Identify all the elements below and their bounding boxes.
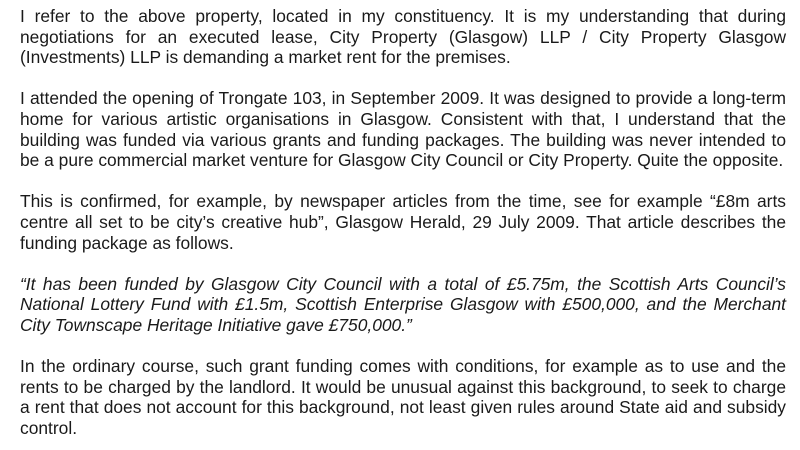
paragraph-grant-conditions: In the ordinary course, such grant funding comes with conditions, for example as to use and the rents to be charged by the landlord. It would be unusual against this background, to seek to charge a rent that does not account for this background, not least given rules around State aid and subsidy control. [20,356,786,438]
paragraph-newspaper-confirmation: This is confirmed, for example, by newspaper articles from the time, see for example “£8m arts centre all set to be city’s creative hub”, Glasgow Herald, 29 July 2009. That article describes the funding package as follows. [20,191,786,253]
paragraph-trongate-opening: I attended the opening of Trongate 103, in September 2009. It was designed to provide a long-term home for various artistic organisations in Glasgow. Consistent with that, I understand that the building was funded via various grants and funding packages. The building was never intended to be a pure commercial market venture for Glasgow City Council or City Property. Quite the opposite. [20,88,786,171]
paragraph-funding-quote: “It has been funded by Glasgow City Council with a total of £5.75m, the Scottish Arts Council’s National Lottery Fund with £1.5m, Scottish Enterprise Glasgow with £500,000, and the Merchant City Townscape Heritage Initiative gave £750,000.” [20,273,786,335]
paragraph-property-reference: I refer to the above property, located in my constituency. It is my understanding that during negotiations for an executed lease, City Property (Glasgow) LLP / City Property Glasgow (Investments) LLP is demanding a market rent for the premises. [20,6,786,68]
letter-body [20,6,786,438]
